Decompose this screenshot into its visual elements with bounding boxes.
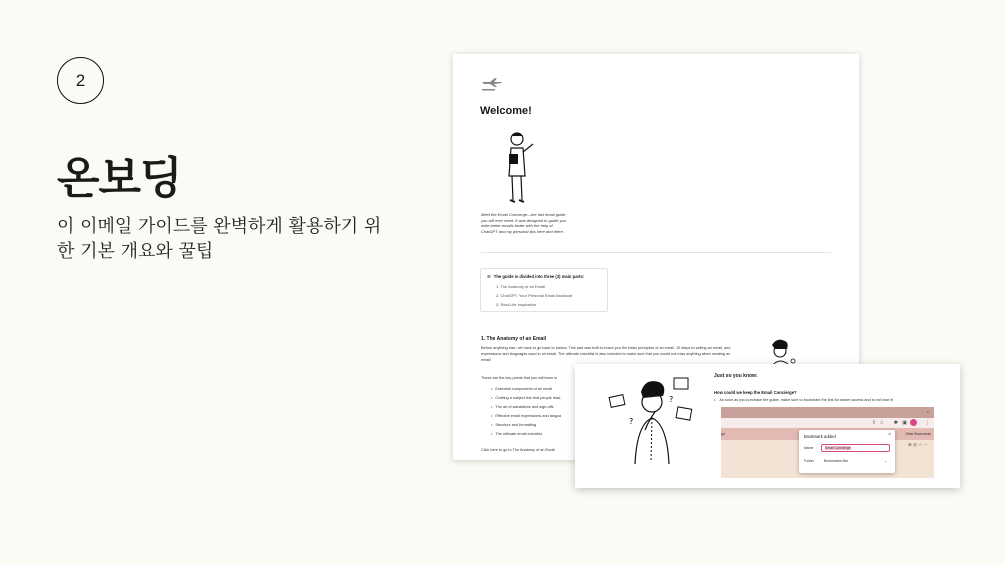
menu-icon[interactable]: ⋮ (925, 420, 930, 426)
close-icon[interactable]: × (888, 432, 891, 438)
thinking-person-illustration-icon (605, 372, 700, 464)
tip-title: Just so you know: (714, 373, 758, 379)
welcome-heading: Welcome! (480, 105, 532, 117)
list-item: • Effective email expressions and langua (491, 412, 561, 421)
key-points-intro: These are the key points that you will learn in (481, 376, 557, 380)
share-icon[interactable]: ⇧ (871, 420, 876, 426)
callout-link-chatgpt[interactable]: 2. ChatGPT: Your Personal Email Assistant (496, 293, 573, 298)
guide-parts-callout (480, 268, 608, 312)
name-label: Name (804, 446, 814, 450)
list-item: • Crafting a subject line that people read (491, 394, 561, 403)
svg-text:?: ? (629, 417, 634, 426)
tip-answer: • As soon as you purchase the guide, make sure to bookmark the link for easier access and to not lose it! (714, 398, 893, 402)
section-heading: 1. The Anatomy of an Email (481, 336, 547, 342)
list-item: • The art of salutations and sign-offs (491, 403, 561, 412)
folder-select[interactable] (821, 457, 890, 465)
svg-text:?: ? (669, 395, 674, 404)
slide-subtitle: 이 이메일 가이드를 완벽하게 활용하기 위한 기본 개요와 꿀팁 (57, 216, 382, 262)
popup-title: Bookmark added (804, 434, 836, 439)
chevron-down-icon[interactable]: ⌄ (925, 409, 930, 415)
bookmark-tip-card (575, 364, 960, 488)
divider (481, 252, 831, 253)
chevron-down-icon: ⌄ (884, 459, 887, 463)
bookmark-added-popup (799, 430, 895, 473)
extension-icon[interactable]: ✱ (893, 420, 898, 426)
profile-avatar[interactable] (910, 419, 917, 426)
airplane-logo-icon (481, 76, 503, 92)
section-body: Before anything else, we have to go back to basics. This part was built to teach you the basic principles of an email, 10 steps to writing an email, and expressions and languages used in an email. The ultimate checklist is also included to make sure that you would not miss anything when sending an email! (481, 346, 731, 363)
person-avatar-illustration-icon (767, 337, 797, 367)
intro-text: Meet the Email Concierge—the last email guide you will ever need. It was designed to guide you write better emails faster with the help of ChatGPT and my personal tips here and there. (481, 212, 566, 234)
list-item: • The ultimate email checklist (491, 430, 561, 439)
step-number-badge (57, 57, 104, 104)
list-item: • Essential components of an email (491, 385, 561, 394)
other-bookmarks-folder[interactable]: Other Bookmarks (905, 432, 931, 436)
page-text-fragment: gn (721, 432, 725, 436)
callout-link-anatomy[interactable]: 1. The Anatomy of an Email (496, 284, 546, 289)
browser-screenshot (721, 407, 934, 478)
star-icon[interactable]: ☆ (879, 420, 884, 426)
tip-question: How could we keep the Email Concierge? (714, 390, 797, 395)
list-icon: ☰ (487, 274, 491, 279)
list-item: • Structure and formatting (491, 421, 561, 430)
callout-link-inspiration[interactable]: 3. Real-Life Inspiration (496, 302, 537, 307)
toolbar-icons: ⊕ ◎ ☆ ⋯ (908, 442, 928, 447)
go-to-anatomy-link[interactable]: Click here to go to The Anatomy of an Email (481, 448, 556, 452)
callout-title: The guide is divided into three (3) main parts: (493, 274, 585, 279)
bookmark-name-value: Email Concierge (825, 446, 851, 450)
key-points-list (491, 385, 561, 439)
step-number: 2 (75, 70, 86, 90)
bookmark-name-input[interactable] (821, 444, 890, 452)
concierge-illustration-icon (505, 130, 539, 206)
folder-label: Folder (804, 459, 814, 463)
slide-title: 온보딩 (57, 153, 182, 204)
sidebar-icon[interactable]: ▣ (902, 420, 907, 426)
callout-header (487, 274, 601, 279)
folder-value: Bookmarks Bar (824, 459, 848, 463)
browser-tab-bar (721, 407, 934, 418)
